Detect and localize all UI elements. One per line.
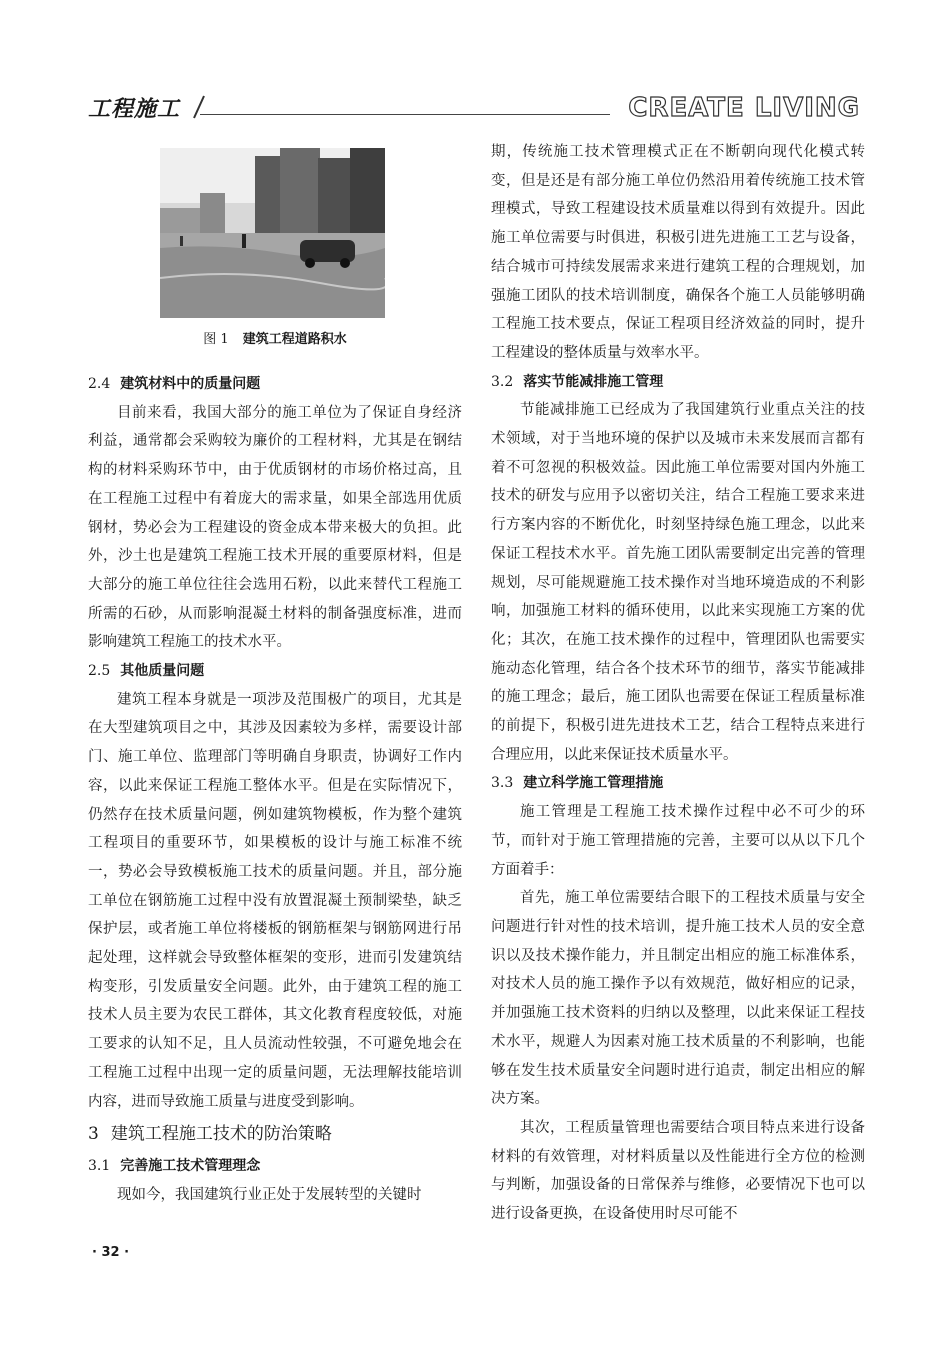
section-number: 2.4 xyxy=(88,376,111,392)
paragraph-3-3-intro: 施工管理是工程施工技术操作过程中必不可少的环节，而针对于施工管理措施的完善，主要可以从以下几个方面着手： xyxy=(491,804,865,878)
header-rule xyxy=(200,114,610,115)
running-header xyxy=(88,92,860,124)
paragraph-3-1-continued: 期，传统施工技术管理模式正在不断朝向现代化模式转变，但是还是有部分施工单位仍然沿用着传统施工技术管理模式，导致工程建设技术质量难以得到有效提升。因此施工单位需要与时俱进，积极引进先进施工工艺与设备，结合城市可持续发展需求来进行建筑工程的合理规划，加强施工团队的技术培训制度，确保各个施工人员能够明确工程施工技术要点，保证工程项目经济效益的同时，提升工程建设的整体质量与效率水平。 xyxy=(491,144,865,361)
page-number: · 32 · xyxy=(92,1245,130,1260)
section-number: 3 xyxy=(88,1124,99,1145)
section-heading-2-5 xyxy=(88,657,462,686)
journal-name: 工程施工 xyxy=(88,97,181,122)
header-slash-ornament xyxy=(192,94,206,120)
section-title: 建筑材料中的质量问题 xyxy=(120,376,261,392)
right-column xyxy=(491,138,865,1229)
paragraph-3-1-start: 现如今，我国建筑行业正处于发展转型的关键时 xyxy=(117,1186,422,1203)
figure-label: 图 1 xyxy=(203,332,229,347)
paragraph-2-5: 建筑工程本身就是一项涉及范围极广的项目，尤其是在大型建筑项目之中，其涉及因素较为多样，需要设计部门、施工单位、监理部门等明确自身职责，协调好工作内容，以此来保证工程施工整体水平。但是在实际情况下，仍然存在技术质量问题，例如建筑物模板，作为整个建筑工程项目的重要环节，如果模板的设计与施工标准不统一，势必会导致模板施工技术的质量问题。并且，部分施工单位在钢筋施工过程中没有放置混凝土预制梁垫，缺乏保护层，或者施工单位将楼板的钢筋框架与钢筋网进行吊起处理，这样就会导致整体框架的变形，进而引发建筑结构变形，引发质量安全问题。此外，由于建筑工程的施工技术人员主要为农民工群体，其文化教育程度较低，对施工要求的认知不足，且人员流动性较强，不可避免地会在工程施工过程中出现一定的质量问题，无法理解技能培训内容，进而导致施工质量与进度受到影响。 xyxy=(88,691,462,1110)
left-column xyxy=(88,138,462,1210)
section-heading-3-1 xyxy=(88,1152,462,1181)
section-number: 3.2 xyxy=(491,373,514,390)
paragraph-3-2: 节能减排施工已经成为了我国建筑行业重点关注的技术领域，对于当地环境的保护以及城市未来发展而言都有着不可忽视的积极效益。因此施工单位需要对国内外施工技术的研发与应用予以密切关注，结合工程施工要求来进行方案内容的不断优化，时刻坚持绿色施工理念，以此来保证工程技术水平。首先施工团队需要制定出完善的管理规划，尽可能规避施工技术操作对当地环境造成的不利影响，加强施工材料的循环使用，以此来实现施工方案的优化；其次，在施工技术操作的过程中，管理团队也需要实施动态化管理，结合各个技术环节的细节，落实节能减排的施工理念；最后，施工团队也需要在保证工程质量标准的前提下，积极引进先进技术工艺，结合工程特点来进行合理应用，以此来保证技术质量水平。 xyxy=(491,402,865,763)
paragraph-2-4: 目前来看，我国大部分的施工单位为了保证自身经济利益，通常都会采购较为廉价的工程材料，尤其是在钢结构的材料采购环节中，由于优质钢材的市场价格过高，且在工程施工过程中有着庞大的需求量，如果全部选用优质钢材，势必会为工程建设的资金成本带来极大的负担。此外，沙土也是建筑工程施工技术开展的重要原材料，但是大部分的施工单位往往会选用石粉，以此来替代工程施工所需的石砂，从而影响混凝土材料的制备强度标准，进而影响建筑工程施工的技术水平。 xyxy=(88,404,462,651)
figure-caption-text: 建筑工程道路积水 xyxy=(242,332,347,347)
section-title: 落实节能减排施工管理 xyxy=(523,373,664,390)
section-title: 建筑工程施工技术的防治策略 xyxy=(110,1124,332,1145)
section-heading-2-4 xyxy=(88,370,462,399)
journal-tagline: CREATE LIVING xyxy=(628,93,860,123)
figure-1 xyxy=(88,138,462,370)
section-number: 2.5 xyxy=(88,663,111,680)
section-number: 3.3 xyxy=(491,775,514,792)
section-title: 其他质量问题 xyxy=(120,663,205,680)
section-heading-3-2 xyxy=(491,368,865,397)
section-title: 完善施工技术管理理念 xyxy=(120,1158,261,1175)
figure-caption xyxy=(88,326,462,355)
section-number: 3.1 xyxy=(88,1158,111,1175)
flooded-road-photo xyxy=(160,148,385,318)
paragraph-3-3-first: 首先，施工单位需要结合眼下的工程技术质量与安全问题进行针对性的技术培训，提升施工技术人员的安全意识以及技术操作能力，并且制定出相应的施工标准体系，对技术人员的施工操作予以有效规范，做好相应的记录，并加强施工技术资料的归纳以及整理，以此来保证工程技术水平，规避人为因素对施工技术质量的不利影响，也能够在发生技术质量安全问题时进行追责，制定出相应的解决方案。 xyxy=(491,890,865,1108)
section-heading-3 xyxy=(88,1118,462,1150)
section-heading-3-3 xyxy=(491,769,865,798)
section-title: 建立科学施工管理措施 xyxy=(523,775,664,792)
paragraph-3-3-second: 其次，工程质量管理也需要结合项目特点来进行设备材料的有效管理，对材料质量以及性能进行全方位的检测与判断，加强设备的日常保养与维修，必要情况下也可以进行设备更换，在设备使用时尽可能不 xyxy=(491,1119,865,1223)
